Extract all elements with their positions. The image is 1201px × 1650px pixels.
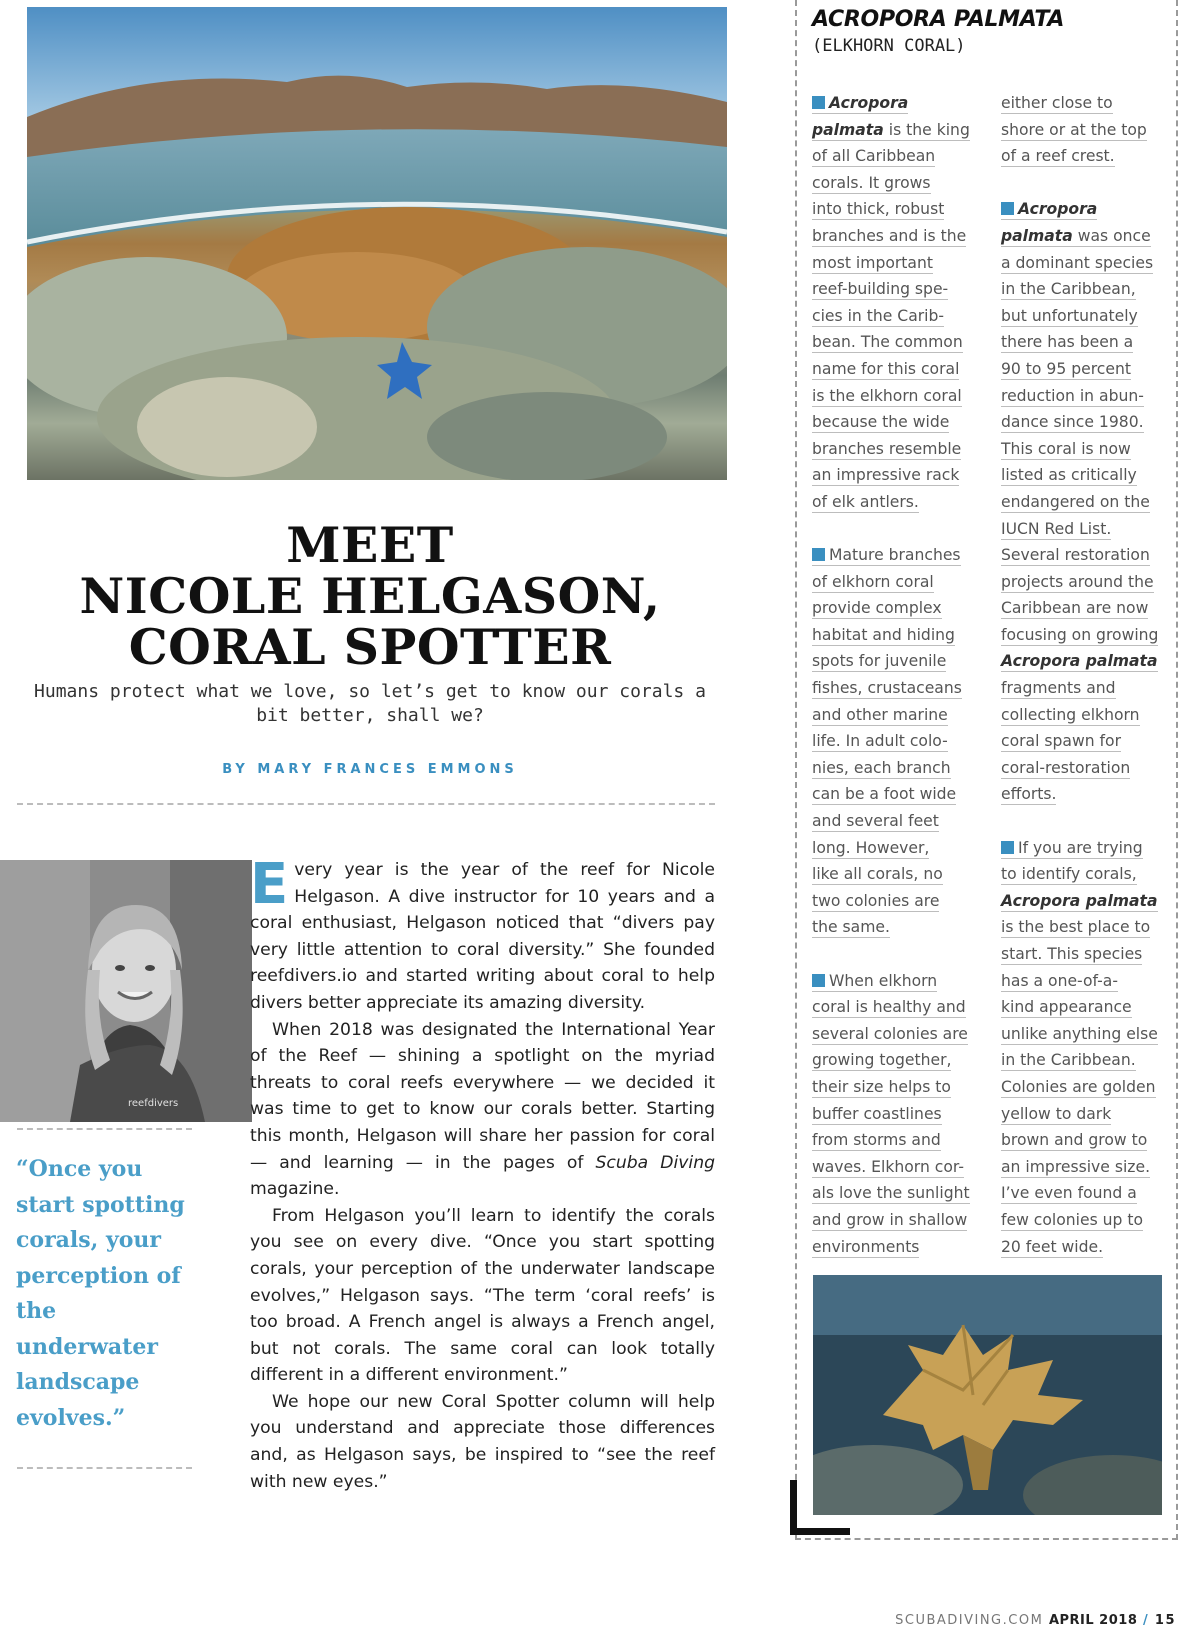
portrait-illustration (0, 860, 252, 1122)
sidebar-line-text: few colonies up to (1001, 1210, 1144, 1229)
sidebar-line-text: fragments and (1001, 679, 1116, 698)
sidebar-line (812, 542, 992, 569)
bullet-square-icon (812, 548, 825, 561)
shirt-logo-text: reefdivers (128, 1098, 179, 1109)
sidebar-line-text: dance since 1980. (1001, 413, 1144, 432)
sidebar-line-text: and other marine (812, 705, 948, 724)
sidebar-line-text: in the Caribbean. (1001, 1051, 1136, 1070)
sidebar-line (812, 1154, 992, 1181)
sidebar-line-text: waves. Elkhorn cor- (812, 1157, 964, 1176)
sidebar-line (812, 117, 992, 144)
sidebar-line (812, 1234, 992, 1261)
sidebar-line (1001, 143, 1181, 170)
sidebar-line (1001, 622, 1181, 649)
sidebar-line-text: brown and grow to (1001, 1131, 1148, 1150)
paragraph (250, 852, 715, 1017)
sidebar-line-text: fishes, crustaceans (812, 679, 962, 698)
sidebar-line-text: of elkhorn coral (812, 572, 934, 591)
divider (17, 1128, 192, 1130)
sidebar-line-text (1001, 892, 1158, 912)
sidebar-line-text: an impressive size. (1001, 1157, 1151, 1176)
sidebar-line (812, 1180, 992, 1207)
sidebar-line-text: branches and is the (812, 226, 967, 245)
sidebar-line-text: collecting elkhorn (1001, 705, 1140, 724)
sidebar-line (1001, 1154, 1181, 1181)
sidebar-line (1001, 781, 1181, 808)
paragraph: We hope our new Coral Spotter column will help you understand and appreciate those differences and, as Helgason says, be inspired to “see the reef with new eyes.” (250, 1391, 715, 1492)
paragraph-text: When 2018 was designated the International Year of the Reef — shining a spotlight on the myriad threats to coral reefs everywhere — we decided it was time to get to know our corals better. Starting this month, Helgason will share her passion for coral — and learning — in the pages of (250, 1019, 715, 1173)
sidebar-line (1001, 489, 1181, 516)
species-name: Acropora palmata (1001, 891, 1158, 910)
sidebar-line (812, 329, 992, 356)
sidebar-line-text: focusing on growing (1001, 625, 1159, 644)
sidebar-line (1001, 968, 1181, 995)
sidebar-line-text: habitat and hiding (812, 625, 955, 644)
sidebar-line (1001, 1127, 1181, 1154)
sidebar-line (1001, 835, 1181, 862)
sidebar-line (812, 1074, 992, 1101)
sidebar-line-text: like all corals, no (812, 865, 943, 884)
sidebar-line (1001, 276, 1181, 303)
sidebar-line-text: corals. It grows (812, 173, 931, 192)
sidebar-line (812, 1047, 992, 1074)
site-name: SCUBADIVING.COM (895, 1613, 1044, 1628)
sidebar-line (812, 994, 992, 1021)
sidebar-line-text: two colonies are (812, 891, 940, 910)
sidebar-line (812, 835, 992, 862)
sidebar-line (812, 196, 992, 223)
sidebar-line (812, 462, 992, 489)
sidebar-item (1001, 835, 1181, 1261)
sidebar-line-text: Colonies are golden (1001, 1077, 1156, 1096)
sidebar-line (812, 622, 992, 649)
sidebar-line-text: als love the sunlight (812, 1184, 970, 1203)
sidebar-line-text: IUCN Red List. (1001, 519, 1112, 538)
sidebar-line-text: of a reef crest. (1001, 147, 1115, 166)
sidebar-line-text: several colonies are (812, 1024, 968, 1043)
sidebar-line-text: long. However, (812, 838, 930, 857)
sidebar-line (1001, 303, 1181, 330)
sidebar-line-text: life. In adult colo- (812, 732, 948, 751)
sidebar-line-text: palmata was once (1001, 226, 1151, 245)
sidebar-line-text: coral-restoration (1001, 758, 1131, 777)
sidebar-line-text: projects around the (1001, 572, 1154, 591)
sidebar-line (1001, 888, 1181, 915)
sidebar-line-text: a dominant species (1001, 253, 1154, 272)
sidebar-line (812, 1207, 992, 1234)
sidebar-line (1001, 542, 1181, 569)
sidebar-line (1001, 1074, 1181, 1101)
sidebar-line-text: coral spawn for (1001, 732, 1121, 751)
sidebar-line-text: growing together, (812, 1051, 952, 1070)
sidebar-line-text: in the Caribbean, (1001, 280, 1136, 299)
divider (17, 803, 715, 805)
title-line: MEET (286, 516, 454, 574)
sidebar-line-text: Several restoration (1001, 546, 1150, 565)
sidebar-line (1001, 914, 1181, 941)
sidebar-line-text: Mature branches (812, 546, 961, 566)
sidebar-line-text: of all Caribbean (812, 147, 936, 166)
sidebar-line-text: provide complex (812, 599, 942, 618)
sidebar-line (812, 170, 992, 197)
sidebar-line-text: their size helps to (812, 1077, 951, 1096)
sidebar-line-text: nies, each branch (812, 758, 951, 777)
hero-photo-reef (27, 7, 727, 480)
sidebar-line (1001, 648, 1181, 675)
sidebar-line (1001, 383, 1181, 410)
bullet-square-icon (1001, 841, 1014, 854)
sidebar-line-text: Caribbean are now (1001, 599, 1149, 618)
sidebar-line-text: and grow in shallow (812, 1210, 968, 1229)
sidebar-line (1001, 1180, 1181, 1207)
sidebar-line (812, 489, 992, 516)
portrait-photo (0, 860, 252, 1122)
sidebar-line-text: is the best place to (1001, 918, 1151, 937)
sidebar-line-text: can be a foot wide (812, 785, 957, 804)
sidebar-line (812, 143, 992, 170)
sidebar-line-text (1001, 652, 1158, 672)
sidebar-line-text (1001, 200, 1097, 220)
article-title (20, 516, 720, 676)
sidebar-line (812, 250, 992, 277)
bullet-square-icon (812, 974, 825, 987)
sidebar-line (1001, 1021, 1181, 1048)
paragraph-text: very year is the year of the reef for Nicole Helgason. A dive instructor for 10 years and a coral enthusiast, Helgason noticed that “divers pay very little attention to coral diversity.” She founded reefdivers.io and started writing about coral to help divers better appreciate its amazing diversity. (250, 860, 715, 1013)
species-name: palmata (1001, 226, 1073, 245)
sidebar-line (812, 223, 992, 250)
sidebar-line-text: palmata is the king (812, 120, 970, 139)
corner-mark (790, 1480, 850, 1535)
sidebar-item (812, 90, 992, 516)
sidebar-line-text: efforts. (1001, 785, 1057, 804)
sidebar-line (812, 648, 992, 675)
sidebar-line (812, 808, 992, 835)
sidebar-line-text: there has been a (1001, 333, 1134, 352)
sidebar-line (1001, 1047, 1181, 1074)
sidebar-line (812, 276, 992, 303)
bullet-square-icon (1001, 202, 1014, 215)
sidebar-line (1001, 755, 1181, 782)
sidebar-line-text: an impressive rack (812, 466, 960, 485)
sidebar-line (812, 755, 992, 782)
sidebar-line-text: endangered on the (1001, 492, 1150, 511)
sidebar-line (812, 356, 992, 383)
sidebar-line (812, 383, 992, 410)
sidebar-line (1001, 994, 1181, 1021)
sidebar-line-text: This coral is now (1001, 439, 1131, 458)
sidebar-line (812, 781, 992, 808)
paragraph (250, 1017, 715, 1203)
byline: BY MARY FRANCES EMMONS (222, 762, 518, 777)
sidebar-line (812, 1127, 992, 1154)
sidebar-line-text: 20 feet wide. (1001, 1237, 1104, 1256)
sidebar-line (812, 90, 992, 117)
sidebar-line (812, 914, 992, 941)
sidebar-title: ACROPORA PALMATA (812, 7, 1065, 32)
sidebar-line-text: yellow to dark (1001, 1104, 1112, 1123)
sidebar-line (812, 303, 992, 330)
sidebar-line (1001, 595, 1181, 622)
coral-illustration (813, 1275, 1162, 1515)
sidebar-line (1001, 516, 1181, 543)
sidebar-line-text: 90 to 95 percent (1001, 359, 1131, 378)
sidebar-column-2 (1001, 90, 1181, 1287)
sidebar-line-text: name for this coral (812, 359, 960, 378)
sidebar-line-text: coral is healthy and (812, 998, 966, 1017)
article-body (250, 852, 715, 1495)
sidebar-line (812, 436, 992, 463)
sidebar-line (812, 1021, 992, 1048)
page-footer (895, 1613, 1176, 1628)
sidebar-line-text: If you are trying (1001, 839, 1143, 859)
sidebar-subtitle: (ELKHORN CORAL) (812, 36, 966, 56)
title-line: NICOLE HELGASON, (79, 567, 661, 625)
sidebar-line (812, 595, 992, 622)
sidebar-line (812, 888, 992, 915)
paragraph: From Helgason you’ll learn to identify the corals you see on every dive. “Once you start spotting corals, your perception of the underwater landscape evolves,” Helgason says. “The term ‘coral reefs’ is too broad. A French angel is always a French angel, but not corals. The same coral can look totally different in a different environment.” (250, 1205, 715, 1386)
sidebar-column-1 (812, 90, 992, 1287)
sidebar-line (812, 968, 992, 995)
sidebar-line (1001, 196, 1181, 223)
sidebar-line (812, 569, 992, 596)
sidebar-line-text: to identify corals, (1001, 865, 1137, 884)
sidebar-line-text: of elk antlers. (812, 492, 919, 511)
sidebar-line (1001, 1207, 1181, 1234)
sidebar-line (1001, 1234, 1181, 1261)
sidebar-line (1001, 356, 1181, 383)
title-line: CORAL SPOTTER (128, 618, 612, 676)
sidebar-line-text: environments (812, 1237, 920, 1256)
sidebar-line-text (812, 94, 908, 114)
sidebar-line-text: the same. (812, 918, 890, 937)
sidebar-line-text: because the wide (812, 413, 950, 432)
sidebar-line-text: buffer coastlines (812, 1104, 942, 1123)
sidebar-line-text: most important (812, 253, 933, 272)
sidebar-line-text: When elkhorn (812, 972, 937, 992)
sidebar-line-text: and several feet (812, 812, 939, 831)
issue-date: APRIL 2018 (1048, 1613, 1138, 1628)
sidebar-line (1001, 675, 1181, 702)
species-name: Acropora (829, 94, 909, 112)
paragraph-text: magazine. (250, 1179, 340, 1200)
sidebar-line (812, 1101, 992, 1128)
sidebar-line-text: from storms and (812, 1131, 941, 1150)
sidebar-line (812, 702, 992, 729)
sidebar-line (812, 728, 992, 755)
species-name: Acropora (1018, 200, 1098, 219)
page-number: 15 (1154, 1613, 1176, 1628)
sidebar-line (1001, 861, 1181, 888)
sidebar-line (1001, 90, 1181, 117)
hero-photo-illustration (27, 7, 727, 480)
sidebar-line (1001, 569, 1181, 596)
sidebar-item (812, 968, 992, 1261)
sidebar-line (1001, 728, 1181, 755)
magazine-name: Scuba Diving (595, 1152, 715, 1173)
sidebar-line-text: is the elkhorn coral (812, 386, 962, 405)
article-deck: Humans protect what we love, so let’s get to know our corals a bit better, shall we? (34, 681, 706, 726)
sidebar-item (1001, 196, 1181, 808)
sidebar-line (1001, 462, 1181, 489)
sidebar-line-text: reduction in abun- (1001, 386, 1144, 405)
sidebar-line (1001, 941, 1181, 968)
sidebar-line-text: either close to (1001, 94, 1113, 112)
species-name: Acropora palmata (1001, 652, 1158, 671)
sidebar-line (1001, 223, 1181, 250)
species-name: palmata (812, 120, 884, 139)
drop-cap: E (250, 852, 289, 917)
footer-separator: / (1143, 1613, 1150, 1628)
pull-quote: “Once you start spotting corals, your perception of the underwater landscape evolves.” (16, 1156, 185, 1431)
sidebar-line (812, 409, 992, 436)
sidebar-line-text: into thick, robust (812, 200, 945, 219)
sidebar-item (812, 542, 992, 941)
sidebar-line-text: bean. The common (812, 333, 963, 352)
sidebar-line-text: unlike anything else (1001, 1024, 1158, 1043)
sidebar-line-text: I’ve even found a (1001, 1184, 1137, 1203)
sidebar-line (1001, 250, 1181, 277)
sidebar-line-text: start. This species (1001, 945, 1143, 963)
sidebar-line-text: has a one-of-a- (1001, 971, 1118, 990)
bullet-square-icon (812, 96, 825, 109)
sidebar-line (812, 861, 992, 888)
sidebar-line-text: spots for juvenile (812, 652, 947, 671)
sidebar-line (1001, 702, 1181, 729)
sidebar-line (812, 675, 992, 702)
sidebar-line (1001, 1101, 1181, 1128)
sidebar-line-text: listed as critically (1001, 466, 1137, 485)
sidebar-line-text: cies in the Carib- (812, 306, 945, 325)
sidebar-line-text: reef-building spe- (812, 280, 949, 299)
sidebar-line (1001, 117, 1181, 144)
divider (17, 1467, 192, 1469)
sidebar-line-text: kind appearance (1001, 998, 1132, 1017)
sidebar-line-text: shore or at the top (1001, 120, 1147, 139)
sidebar-line (1001, 436, 1181, 463)
sidebar-line (1001, 409, 1181, 436)
sidebar-line-text: branches resemble (812, 439, 962, 458)
sidebar-item (1001, 90, 1181, 170)
sidebar-line-text: but unfortunately (1001, 306, 1138, 325)
elkhorn-coral-photo (813, 1275, 1162, 1515)
sidebar-line (1001, 329, 1181, 356)
